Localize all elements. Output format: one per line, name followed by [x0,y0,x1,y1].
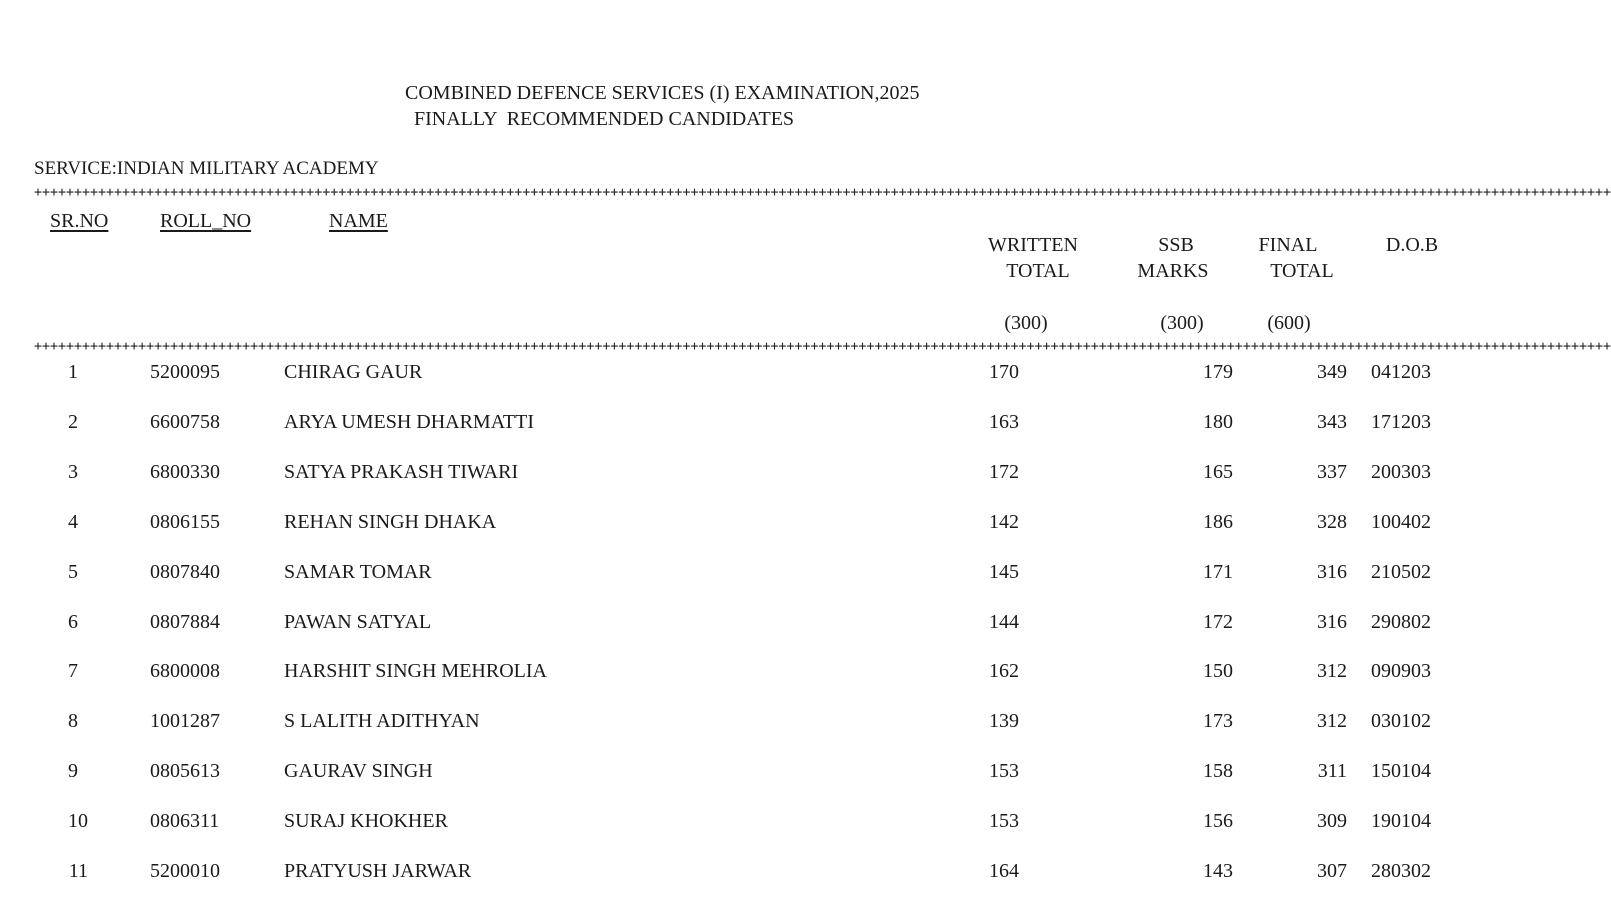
cell-ssb-marks: 143 [1203,860,1233,882]
cell-final-total: 311 [1317,760,1347,782]
cell-written-total: 153 [989,760,1019,782]
cell-sr-no: 5 [68,561,78,583]
cell-roll-no: 5200010 [150,860,220,882]
cell-written-total: 170 [989,361,1019,383]
cell-roll-no: 0806311 [150,810,220,832]
cell-written-total: 145 [989,561,1019,583]
cell-written-total: 162 [989,660,1019,682]
header-written-max: (300) [1004,312,1048,334]
cell-final-total: 343 [1317,411,1347,433]
cell-final-total: 309 [1317,810,1347,832]
cell-ssb-marks: 165 [1203,461,1233,483]
cell-ssb-marks: 172 [1203,611,1233,633]
cell-roll-no: 0806155 [150,511,220,533]
header-ssb-line2: MARKS [1137,260,1209,282]
cell-written-total: 163 [989,411,1019,433]
cell-name: PRATYUSH JARWAR [284,860,472,882]
cell-dob: 190104 [1371,810,1431,832]
cell-roll-no: 0807884 [150,611,220,633]
cell-name: SURAJ KHOKHER [284,810,448,832]
cell-ssb-marks: 179 [1203,361,1233,383]
cell-dob: 041203 [1371,361,1431,383]
cell-written-total: 144 [989,611,1019,633]
cell-final-total: 349 [1317,361,1347,383]
cell-dob: 030102 [1371,710,1431,732]
cell-final-total: 312 [1317,660,1347,682]
cell-sr-no: 7 [68,660,78,682]
cell-sr-no: 3 [68,461,78,483]
cell-dob: 171203 [1371,411,1431,433]
cell-ssb-marks: 180 [1203,411,1233,433]
header-name: NAME [329,210,388,232]
cell-dob: 090903 [1371,660,1431,682]
header-written-line1: WRITTEN [988,234,1078,256]
cell-sr-no: 1 [68,361,78,383]
cell-written-total: 172 [989,461,1019,483]
cell-sr-no: 4 [68,511,78,533]
cell-ssb-marks: 173 [1203,710,1233,732]
cell-sr-no: 9 [68,760,78,782]
cell-written-total: 164 [989,860,1019,882]
header-final-line1: FINAL [1258,234,1318,256]
exam-title: COMBINED DEFENCE SERVICES (I) EXAMINATION,2025 [405,82,920,104]
cell-roll-no: 5200095 [150,361,220,383]
cell-written-total: 139 [989,710,1019,732]
separator-line-bottom: +++++++++++++++++++++++++++++++++++++++++++++++++++++++++++++++++++++++++++++++++++++++++++++++++++++++++++++++++++++++++++++++++++++++++++++++++++++++++++++++++++++++++++++++++++++++++++++++++++++ [34,339,1611,354]
cell-roll-no: 0805613 [150,760,220,782]
cell-sr-no: 10 [68,810,88,832]
cell-name: HARSHIT SINGH MEHROLIA [284,660,547,682]
cell-name: ARYA UMESH DHARMATTI [284,411,535,433]
cell-roll-no: 6600758 [150,411,220,433]
cell-roll-no: 1001287 [150,710,220,732]
cell-name: CHIRAG GAUR [284,361,423,383]
cell-final-total: 307 [1317,860,1347,882]
cell-name: REHAN SINGH DHAKA [284,511,497,533]
cell-ssb-marks: 158 [1203,760,1233,782]
header-roll-no: ROLL_NO [160,210,252,232]
cell-ssb-marks: 156 [1203,810,1233,832]
cell-name: SAMAR TOMAR [284,561,432,583]
cell-sr-no: 8 [68,710,78,732]
cell-sr-no: 6 [68,611,78,633]
cell-sr-no: 2 [68,411,78,433]
cell-sr-no: 11 [68,860,88,882]
list-subtitle: FINALLY RECOMMENDED CANDIDATES [414,108,795,130]
cell-written-total: 153 [989,810,1019,832]
cell-name: GAURAV SINGH [284,760,433,782]
cell-final-total: 328 [1317,511,1347,533]
cell-dob: 150104 [1371,760,1431,782]
separator-line-top: +++++++++++++++++++++++++++++++++++++++++++++++++++++++++++++++++++++++++++++++++++++++++++++++++++++++++++++++++++++++++++++++++++++++++++++++++++++++++++++++++++++++++++++++++++++++++++++++++++++ [34,185,1611,200]
cell-name: S LALITH ADITHYAN [284,710,480,732]
cell-dob: 200303 [1371,461,1431,483]
header-sr-no: SR.NO [50,210,109,232]
cell-final-total: 312 [1317,710,1347,732]
cell-roll-no: 0807840 [150,561,220,583]
header-written-line2: TOTAL [1006,260,1070,282]
cell-roll-no: 6800008 [150,660,220,682]
cell-final-total: 316 [1317,561,1347,583]
cell-name: PAWAN SATYAL [284,611,432,633]
cell-written-total: 142 [989,511,1019,533]
cell-roll-no: 6800330 [150,461,220,483]
cell-ssb-marks: 186 [1203,511,1233,533]
cell-dob: 210502 [1371,561,1431,583]
service-label: SERVICE:INDIAN MILITARY ACADEMY [34,158,379,179]
header-final-max: (600) [1267,312,1311,334]
cell-final-total: 316 [1317,611,1347,633]
cell-dob: 290802 [1371,611,1431,633]
cell-name: SATYA PRAKASH TIWARI [284,461,519,483]
cell-ssb-marks: 171 [1203,561,1233,583]
header-final-line2: TOTAL [1270,260,1334,282]
cell-dob: 100402 [1371,511,1431,533]
header-ssb-max: (300) [1160,312,1204,334]
cell-final-total: 337 [1317,461,1347,483]
header-dob: D.O.B [1385,234,1439,256]
cell-ssb-marks: 150 [1203,660,1233,682]
cell-dob: 280302 [1371,860,1431,882]
header-ssb-line1: SSB [1158,234,1194,256]
